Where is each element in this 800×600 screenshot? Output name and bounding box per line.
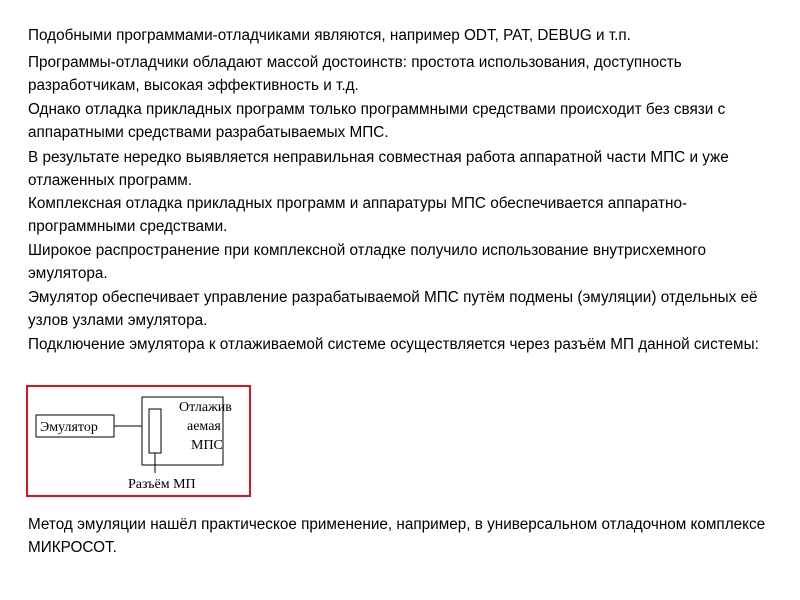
paragraph-3: Однако отладка прикладных программ только программными средствами происходит без связи с аппаратными средствами разрабатываемых МПС. xyxy=(28,101,726,141)
paragraph-1: Подобными программами-отладчиками являются, например ODT, PAT, DEBUG и т.п. xyxy=(28,27,631,44)
diagram-svg xyxy=(28,387,249,495)
paragraph-8: Подключение эмулятора к отлаживаемой системе осуществляется через разъём МП данной системы: xyxy=(28,336,759,353)
paragraph-2: Программы-отладчики обладают массой достоинств: простота использования, доступность разработчикам, высокая эффективность и т.д. xyxy=(28,54,682,94)
system-label-line1: Отлажив xyxy=(179,400,232,415)
paragraph-7: Эмулятор обеспечивает управление разрабатываемой МПС путём подмены (эмуляции) отдельных её узлов узлами эмулятора. xyxy=(28,289,758,329)
system-label-line2: аемая xyxy=(187,419,221,434)
paragraph-9: Метод эмуляции нашёл практическое применение, например, в универсальном отладочном комплексе МИКРОСОТ. xyxy=(28,516,766,556)
paragraph-6: Широкое распространение при комплексной отладке получило использование внутрисхемного эмулятора. xyxy=(28,242,706,282)
connector-label: Разъём МП xyxy=(128,477,196,492)
emulator-connection-diagram xyxy=(26,385,251,497)
connector-box xyxy=(149,409,161,453)
paragraph-4: В результате нередко выявляется неправильная совместная работа аппаратной части МПС и уже отлаженных программ. xyxy=(28,149,729,189)
paragraph-5: Комплексная отладка прикладных программ и аппаратуры МПС обеспечивается аппаратно-программными средствами. xyxy=(28,195,688,235)
system-label-line3: МПС xyxy=(191,438,223,453)
emulator-label: Эмулятор xyxy=(40,420,98,435)
